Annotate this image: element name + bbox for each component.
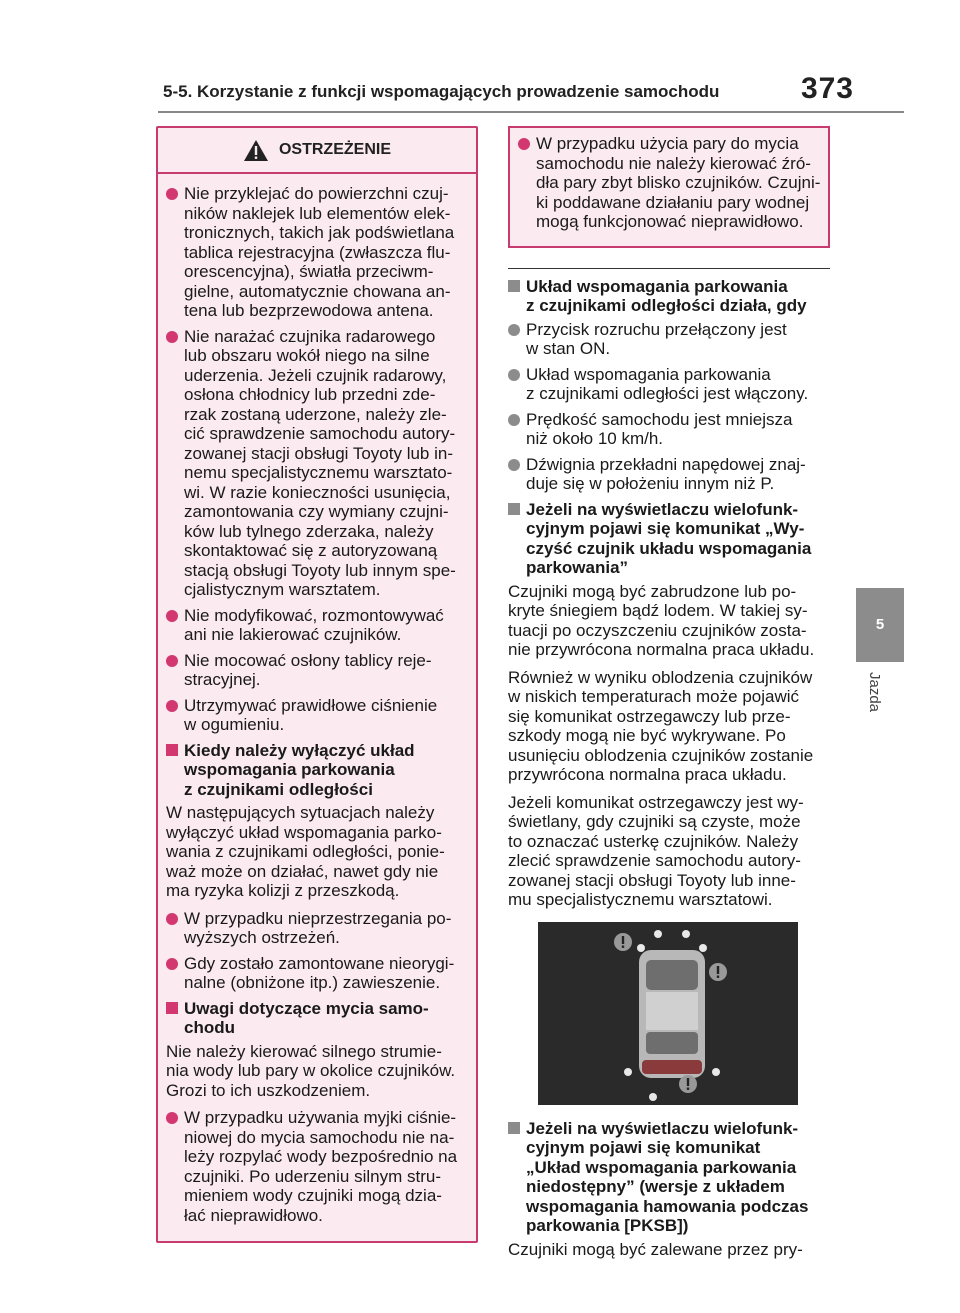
bullet-item <box>166 327 468 600</box>
right-column <box>508 126 830 1267</box>
text-line: z czujnikami odległości działa, gdy <box>526 296 807 315</box>
text-line: osłona chłodnicy lub przedni zde- <box>184 385 436 404</box>
text-line: Grozi to ich uszkodzeniem. <box>166 1080 371 1100</box>
text-line: tablica rejestracyjna (zwłaszcza flu- <box>184 242 451 262</box>
warning-triangle-icon <box>243 139 269 162</box>
text-line: rzak zostaną uderzone, należy zle- <box>184 404 447 424</box>
text-line: świetlany, gdy czujniki są czyste, może <box>508 812 801 831</box>
text-line: Nie przyklejać do powierzchni czuj- <box>184 184 449 203</box>
note-box <box>508 126 830 248</box>
text-line: w stan ON. <box>526 339 611 358</box>
section-heading <box>508 500 830 578</box>
bullet-item <box>508 410 830 449</box>
bullet-item <box>508 365 830 404</box>
text-line: kryte śniegiem bądź lodem. W takiej sy- <box>508 601 808 620</box>
text-line: Również w wyniku oblodzenia czujników <box>508 667 813 687</box>
bullet-item <box>508 455 830 494</box>
text-line: Nie należy kierować silnego strumie- <box>166 1041 442 1061</box>
text-line: tronicznych, takich jak podświetlana <box>184 223 455 242</box>
text-line: wyższych ostrzeżeń. <box>184 928 340 947</box>
text-line: mu specjalistycznemu warsztatowi. <box>508 890 773 909</box>
text-line: Czujniki mogą być zalewane przez pry- <box>508 1239 803 1259</box>
paragraph <box>508 668 830 785</box>
chapter-tab[interactable]: 5 <box>856 588 904 662</box>
text-line: wspomagania parkowania <box>184 760 395 779</box>
text-line: z czujnikami odległości jest włączony. <box>526 384 809 403</box>
paragraph <box>508 582 830 660</box>
section-heading <box>508 1119 830 1236</box>
text-line: cjalistycznym warsztatem. <box>184 580 381 599</box>
page-header-title: 5-5. Korzystanie z funkcji wspomagających prowadzenie samochodu <box>163 82 720 101</box>
bullet-item <box>508 320 830 359</box>
text-line: mogą funkcjonować nieprawidłowo. <box>536 212 804 231</box>
text-line: nalne (obniżone itp.) zawieszenie. <box>184 973 441 992</box>
text-line: cić sprawdzenie samochodu autory- <box>184 424 456 443</box>
text-line: z czujnikami odległości <box>184 779 373 799</box>
text-line: przywrócona normalna praca układu. <box>508 765 787 784</box>
bullet-item <box>166 954 468 993</box>
text-line: Dźwignia przekładni napędowej znaj- <box>526 454 806 474</box>
text-line: orescencyjna), światła przeciwm- <box>184 262 434 281</box>
text-line: tena lub bezprzewodowa antena. <box>184 301 434 320</box>
text-line: Nie modyfikować, rozmontowywać <box>184 605 444 625</box>
text-line: Kiedy należy wyłączyć układ <box>184 740 415 760</box>
paragraph <box>166 1042 468 1101</box>
text-line: Jeżeli komunikat ostrzegawczy jest wy- <box>508 792 804 812</box>
text-line: Utrzymywać prawidłowe ciśnienie <box>184 695 438 715</box>
text-line: W przypadku nieprzestrzegania po- <box>184 908 452 928</box>
text-line: leży rozpylać wody bezpośrednio na <box>184 1147 458 1166</box>
car-top-view-icon <box>639 950 705 1078</box>
bullet-item <box>166 606 468 645</box>
bullet-item <box>166 909 468 948</box>
text-line: skontaktować się z autoryzowaną <box>184 541 438 560</box>
text-line: ani nie lakierować czujników. <box>184 625 402 644</box>
text-line: W przypadku używania myjki ciśnie- <box>184 1108 457 1127</box>
text-line: Czujniki mogą być zabrudzone lub po- <box>508 581 797 601</box>
text-line: zowanej stacji obsługi Toyoty lub inne- <box>508 870 796 890</box>
text-line: szkody mogą nie być wykrywane. Po <box>508 726 786 745</box>
left-column <box>156 126 478 1243</box>
section-heading <box>166 741 468 800</box>
text-line: ników naklejek lub elementów elek- <box>184 203 451 223</box>
text-line: ki poddawane działaniu pary wodnej <box>536 192 810 212</box>
note-bullet <box>518 134 820 232</box>
bullet-item <box>166 651 468 690</box>
paragraph <box>166 803 468 901</box>
text-line: wspomagania hamowania podczas <box>526 1196 809 1216</box>
text-line: parkowania [PKSB]) <box>526 1216 689 1235</box>
text-line: Nie narażać czujnika radarowego <box>184 326 436 346</box>
text-line: cyjnym pojawi się komunikat „Wy- <box>526 519 805 538</box>
text-line: łać nieprawidłowo. <box>184 1205 323 1225</box>
text-line: niż około 10 km/h. <box>526 429 664 448</box>
text-line: Prędkość samochodu jest mniejsza <box>526 409 793 429</box>
warning-title-text: OSTRZEŻENIE <box>278 141 391 159</box>
warning-title <box>158 128 476 174</box>
text-line: duje się w położeniu innym niż P. <box>526 474 775 493</box>
bullet-item <box>166 1108 468 1225</box>
car-sensor-illustration <box>538 922 798 1105</box>
parking-sensor-figure <box>538 922 798 1105</box>
text-line: nie przywrócona normalna praca układu. <box>508 640 815 659</box>
text-line: W przypadku użycia pary do mycia <box>536 134 799 153</box>
text-line: nia wody lub pary w okolice czujników. <box>166 1061 456 1080</box>
text-line: Układ wspomagania parkowania <box>526 364 771 384</box>
bullet-item <box>166 184 468 321</box>
text-line: wyłączyć układ wspomagania parko- <box>166 822 442 842</box>
text-line: cyjnym pojawi się komunikat <box>526 1138 761 1157</box>
text-line: zowanej stacji obsługi Toyoty lub in- <box>184 443 453 463</box>
text-line: gielne, automatycznie chowana an- <box>184 281 451 301</box>
text-line: Gdy zostało zamontowane nieorygi- <box>184 953 455 973</box>
text-line: stracyjnej. <box>184 670 261 689</box>
chapter-label: Jazda <box>866 672 883 713</box>
text-line: waż może on działać, nawet gdy nie <box>166 861 439 881</box>
text-line: Uwagi dotyczące mycia samo- <box>184 998 429 1018</box>
page-number: 373 <box>800 72 854 105</box>
text-line: się komunikat ostrzegawczy lub prze- <box>508 706 791 726</box>
text-line: lub obszaru wokół niego na silne <box>184 346 430 365</box>
text-line: „Układ wspomagania parkowania <box>526 1157 797 1177</box>
text-line: wania z czujnikami odległości, ponie- <box>166 842 445 861</box>
text-line: samochodu nie należy kierować źró- <box>536 153 811 173</box>
section-rule <box>508 268 830 269</box>
text-line: Układ wspomagania parkowania <box>526 276 788 296</box>
warning-box <box>156 126 478 1243</box>
text-line: mieniem wody czujniki mogą dzia- <box>184 1186 442 1205</box>
section-heading <box>166 999 468 1038</box>
text-line: uderzenia. Jeżeli czujnik radarowy, <box>184 365 447 385</box>
warning-items <box>166 184 468 1225</box>
text-line: parkowania” <box>526 558 629 577</box>
text-line: Przycisk rozruchu przełączony jest <box>526 319 787 339</box>
section-heading <box>508 277 830 316</box>
text-line: to oznaczać usterkę czujników. Należy <box>508 831 799 851</box>
text-line: stacją obsługi Toyoty lub innym spe- <box>184 560 456 580</box>
right-items <box>508 277 830 1260</box>
text-line: Jeżeli na wyświetlaczu wielofunk- <box>526 499 799 519</box>
text-line: w niskich temperaturach może pojawić <box>508 687 800 706</box>
text-line: W następujących sytuacjach należy <box>166 803 435 822</box>
text-line: Nie mocować osłony tablicy reje- <box>184 650 432 670</box>
text-line: Jeżeli na wyświetlaczu wielofunk- <box>526 1118 799 1138</box>
text-line: niedostępny” (wersje z układem <box>526 1177 785 1196</box>
text-line: zamontowania czy wymiany czujni- <box>184 502 449 521</box>
header-rule <box>158 111 904 113</box>
text-line: wi. W razie konieczności usunięcia, <box>184 482 451 502</box>
text-line: czyść czujnik układu wspomagania <box>526 538 812 558</box>
text-line: chodu <box>184 1018 235 1037</box>
paragraph <box>508 1240 830 1260</box>
text-line: nemu specjalistycznemu warsztato- <box>184 463 453 482</box>
text-line: usunięciu oblodzenia czujników zostanie <box>508 745 814 765</box>
text-line: niowej do mycia samochodu nie na- <box>184 1127 455 1147</box>
text-line: ma ryzyka kolizji z przeszkodą. <box>166 881 400 900</box>
text-line: tuacji po oczyszczeniu czujników zosta- <box>508 620 807 640</box>
paragraph <box>508 793 830 910</box>
text-line: zlecić sprawdzenie samochodu autory- <box>508 851 801 870</box>
text-line: ków lub tylnego zderzaka, należy <box>184 521 434 541</box>
text-line: w ogumieniu. <box>184 715 285 734</box>
text-line: dła pary zbyt blisko czujników. Czujni- <box>536 173 821 192</box>
bullet-item <box>166 696 468 735</box>
text-line: czujniki. Po uderzeniu silnym stru- <box>184 1166 441 1186</box>
